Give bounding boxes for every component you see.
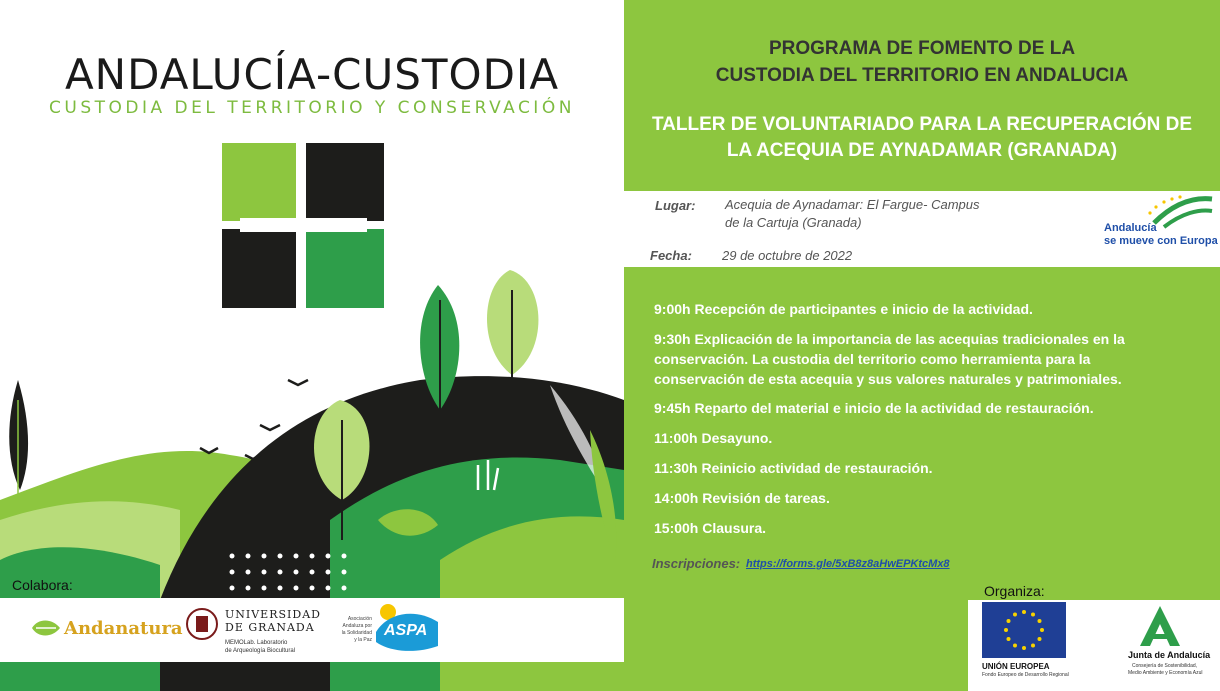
andanatura-logo: Andanatura (64, 618, 183, 639)
schedule-item-1100: 11:00h Desayuno. (654, 430, 773, 446)
ue-name: UNIÓN EUROPEA (982, 662, 1050, 671)
andanatura-leaf-icon (30, 618, 62, 638)
schedule-0930-line3: conservación de esta acequia y sus valores naturales y patrimoniales. (654, 371, 1122, 387)
schedule-item-1500: 15:00h Clausura. (654, 520, 767, 536)
ugr-name-line1: UNIVERSIDAD (225, 608, 321, 621)
aspa-small-line3: la Solidaridad (341, 630, 372, 636)
aspa-logo: ASPA (384, 622, 428, 639)
programa-title-line2: CUSTODIA DEL TERRITORIO EN ANDALUCIA (715, 65, 1129, 86)
programa-title-line1: PROGRAMA DE FOMENTO DE LA (768, 38, 1076, 59)
colabora-label: Colabora: (12, 577, 73, 593)
organiza-label: Organiza: (984, 583, 1045, 599)
andalucia-europa-line1: Andalucía (1104, 222, 1157, 234)
aspa-small-text (338, 616, 372, 644)
andalucia-europa-line2: se mueve con Europa (1104, 235, 1218, 247)
taller-title (624, 112, 1220, 164)
schedule-item-0900: 9:00h Recepción de participantes e inicio de la actividad. (654, 301, 1033, 317)
lugar-label: Lugar: (655, 198, 696, 213)
junta-name: Junta de Andalucía (1128, 650, 1211, 660)
fecha-value: 29 de octubre de 2022 (722, 248, 853, 263)
aspa-small-line4: y la Paz (354, 637, 372, 643)
brand-subtitle: CUSTODIA DEL TERRITORIO Y CONSERVACIÓN (49, 98, 575, 118)
ugr-sub-line1: MEMOLab. Laboratorio (225, 640, 288, 646)
junta-sub-line2: Medio Ambiente y Economía Azul (1128, 670, 1203, 676)
ugr-sub-line2: de Arqueología Biocultural (225, 648, 296, 654)
inscripciones-link[interactable]: https://forms.gle/5xB8z8aHwEPKtcMx8 (746, 558, 950, 570)
junta-andalucia-logo-icon (1128, 604, 1192, 650)
aspa-small-line2: Andaluza por (342, 623, 372, 629)
brand-title: ANDALUCÍA-CUSTODIA (64, 50, 560, 99)
schedule-0930-line2: conservación. La custodia del territorio como herramienta para la (654, 351, 1091, 367)
ugr-name-line2: DE GRANADA (225, 621, 315, 634)
colabora-logos (0, 598, 624, 662)
ue-sub: Fondo Europeo de Desarrollo Regional (982, 672, 1069, 678)
schedule-0930-line1: 9:30h Explicación de la importancia de las acequias tradicionales en la (654, 331, 1125, 347)
lugar-value-line2: de la Cartuja (Granada) (725, 215, 862, 230)
schedule-item-0945: 9:45h Reparto del material e inicio de la actividad de restauración. (654, 400, 1094, 416)
ugr-crest-icon (185, 608, 219, 640)
programa-title (624, 35, 1220, 89)
taller-title-line1: TALLER DE VOLUNTARIADO PARA LA RECUPERACIÓN DE (651, 114, 1193, 135)
schedule-item-1130: 11:30h Reinicio actividad de restauración. (654, 460, 933, 476)
info-box (624, 191, 1220, 267)
inscripciones-label: Inscripciones: (652, 556, 741, 571)
organiza-logos (968, 600, 1220, 691)
schedule-item-0930 (654, 329, 1194, 389)
taller-title-line2: LA ACEQUIA DE AYNADAMAR (GRANADA) (726, 140, 1118, 161)
eu-flag-icon (982, 602, 1066, 658)
lugar-value-line1: Acequia de Aynadamar: El Fargue- Campus (725, 197, 980, 212)
junta-sub-line1: Consejería de Sostenibilidad, (1132, 663, 1198, 669)
fecha-label: Fecha: (650, 248, 692, 263)
aspa-small-line1: Asociación (347, 616, 372, 622)
right-panel (624, 0, 1220, 691)
schedule-item-1400: 14:00h Revisión de tareas. (654, 490, 830, 506)
